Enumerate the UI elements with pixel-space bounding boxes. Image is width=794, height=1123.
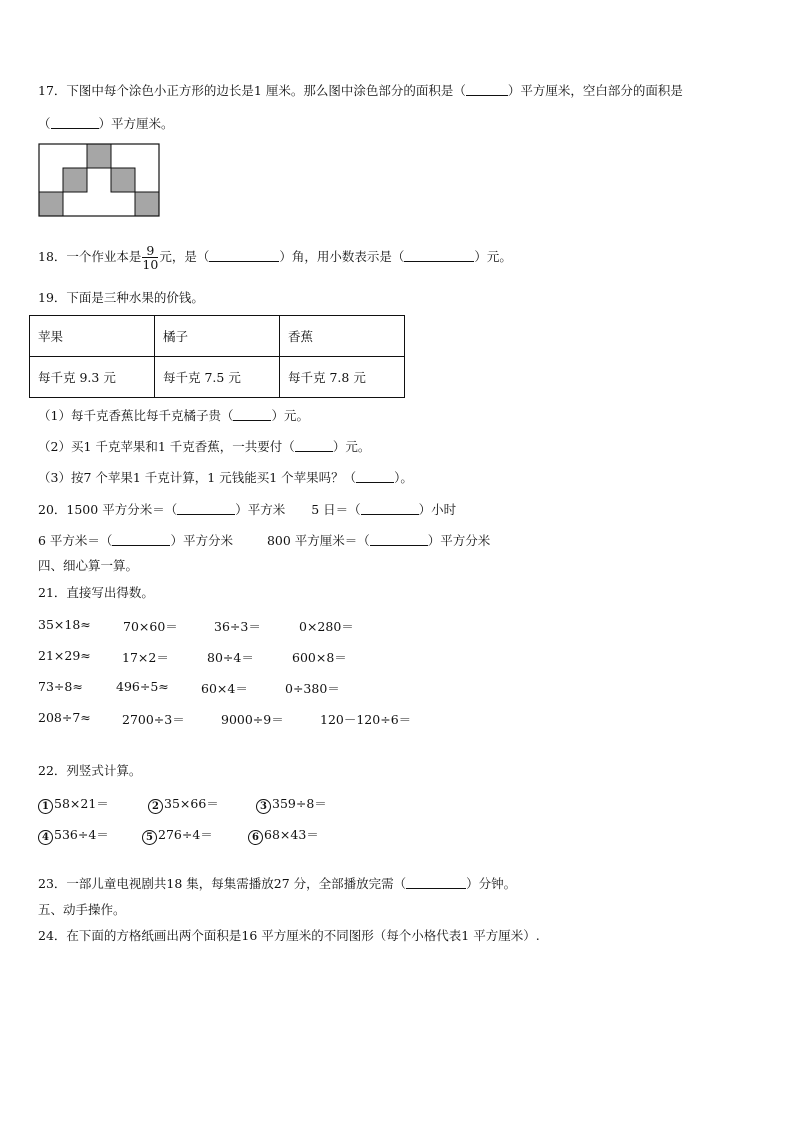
table-row: [30, 316, 405, 357]
fruit-price-table: [29, 315, 405, 398]
table-header-banana: 香蕉: [280, 316, 405, 357]
q18-fraction: $\frac{9}{10}$: [142, 243, 159, 272]
q19-answer-blank-2[interactable]: [295, 439, 333, 452]
q22-item: 4 536÷4＝: [38, 825, 109, 845]
q19-sub2: （2）买1 千克苹果和1 千克香蕉，一共要付（ ）元。: [38, 439, 371, 454]
q20-answer-blank-c[interactable]: [112, 533, 170, 546]
section-5-heading: 五、动手操作。: [38, 902, 126, 917]
q21-item: 70×60＝: [123, 619, 178, 634]
q21-item: 35×18≈: [38, 617, 91, 632]
q18-answer-blank-jiao[interactable]: [209, 249, 279, 262]
table-cell-orange-price: 每千克 7.5 元: [155, 357, 280, 398]
shaded-square: [111, 168, 135, 192]
q19-answer-blank-1[interactable]: [233, 408, 271, 421]
shaded-square: [135, 192, 159, 216]
q21-item: 2700÷3＝: [122, 712, 185, 727]
q20-line1: 20．1500 平方分米＝（ ）平方米 5 日＝（ ）小时: [38, 502, 457, 517]
q22-item: 2 35×66＝: [148, 794, 219, 814]
q21-item: 496÷5≈: [116, 679, 169, 694]
q17-line2: （ ）平方厘米。: [38, 116, 174, 131]
shaded-square: [87, 144, 111, 168]
q23-line: 23．一部儿童电视剧共18 集，每集需播放27 分，全部播放完需（ ）分钟。: [38, 876, 517, 891]
q20-answer-blank-d[interactable]: [370, 533, 428, 546]
table-cell-banana-price: 每千克 7.8 元: [280, 357, 405, 398]
section-4-heading: 四、细心算一算。: [38, 558, 139, 573]
table-header-apple: 苹果: [30, 316, 155, 357]
q17-answer-blank-2[interactable]: [51, 116, 99, 129]
q22-title: 22．列竖式计算。: [38, 763, 142, 778]
q20-answer-blank-a[interactable]: [177, 502, 235, 515]
q22-item: 5 276÷4＝: [142, 825, 213, 845]
q19-answer-blank-3[interactable]: [356, 470, 394, 483]
q21-item: 0÷380＝: [285, 681, 340, 696]
q21-title: 21．直接写出得数。: [38, 585, 154, 600]
table-row: [30, 357, 405, 398]
q17-line1: 17．下图中每个涂色小正方形的边长是1 厘米。那么图中涂色部分的面积是（ ）平方厘米，空白部分的面积是: [38, 83, 683, 98]
q22-item: 3 359÷8＝: [256, 794, 327, 814]
table-cell-apple-price: 每千克 9.3 元: [30, 357, 155, 398]
q22-item: 1 58×21＝: [38, 794, 109, 814]
q19-sub3: （3）按7 个苹果1 千克计算，1 元钱能买1 个苹果吗？（ ）。: [38, 470, 413, 485]
q21-item: 17×2＝: [122, 650, 169, 665]
q19-title: 19．下面是三种水果的价钱。: [38, 290, 204, 305]
q17-shaded-grid-figure: [38, 143, 160, 217]
q21-item: 208÷7≈: [38, 710, 91, 725]
table-header-orange: 橘子: [155, 316, 280, 357]
shaded-square: [39, 192, 63, 216]
q21-item: 73÷8≈: [38, 679, 83, 694]
q21-item: 60×4＝: [201, 681, 248, 696]
q20-line2: 6 平方米＝（ ）平方分米 800 平方厘米＝（ ）平方分米: [38, 533, 491, 548]
q21-item: 0×280＝: [299, 619, 354, 634]
circled-number-4: 4: [38, 830, 53, 845]
q22-item: 6 68×43＝: [248, 825, 319, 845]
q19-sub1: （1）每千克香蕉比每千克橘子贵（ ）元。: [38, 408, 309, 423]
q21-item: 21×29≈: [38, 648, 91, 663]
shaded-square: [63, 168, 87, 192]
q21-item: 600×8＝: [292, 650, 347, 665]
q21-item: 120－120÷6＝: [320, 712, 412, 727]
circled-number-1: 1: [38, 799, 53, 814]
circled-number-5: 5: [142, 830, 157, 845]
circled-number-6: 6: [248, 830, 263, 845]
circled-number-3: 3: [256, 799, 271, 814]
q21-item: 9000÷9＝: [221, 712, 284, 727]
q21-item: 80÷4＝: [207, 650, 254, 665]
q21-item: 36÷3＝: [214, 619, 261, 634]
q23-answer-blank[interactable]: [406, 876, 466, 889]
q18-line: 18．一个作业本是 $\frac{9}{10}$ 元，是（ ）角，用小数表示是（ ）元。: [38, 243, 512, 272]
q20-answer-blank-b[interactable]: [361, 502, 419, 515]
q18-answer-blank-decimal[interactable]: [404, 249, 474, 262]
q17-answer-blank-1[interactable]: [466, 83, 508, 96]
circled-number-2: 2: [148, 799, 163, 814]
q24-line: 24．在下面的方格纸画出两个面积是16 平方厘米的不同图形（每个小格代表1 平方厘米）.: [38, 928, 540, 943]
